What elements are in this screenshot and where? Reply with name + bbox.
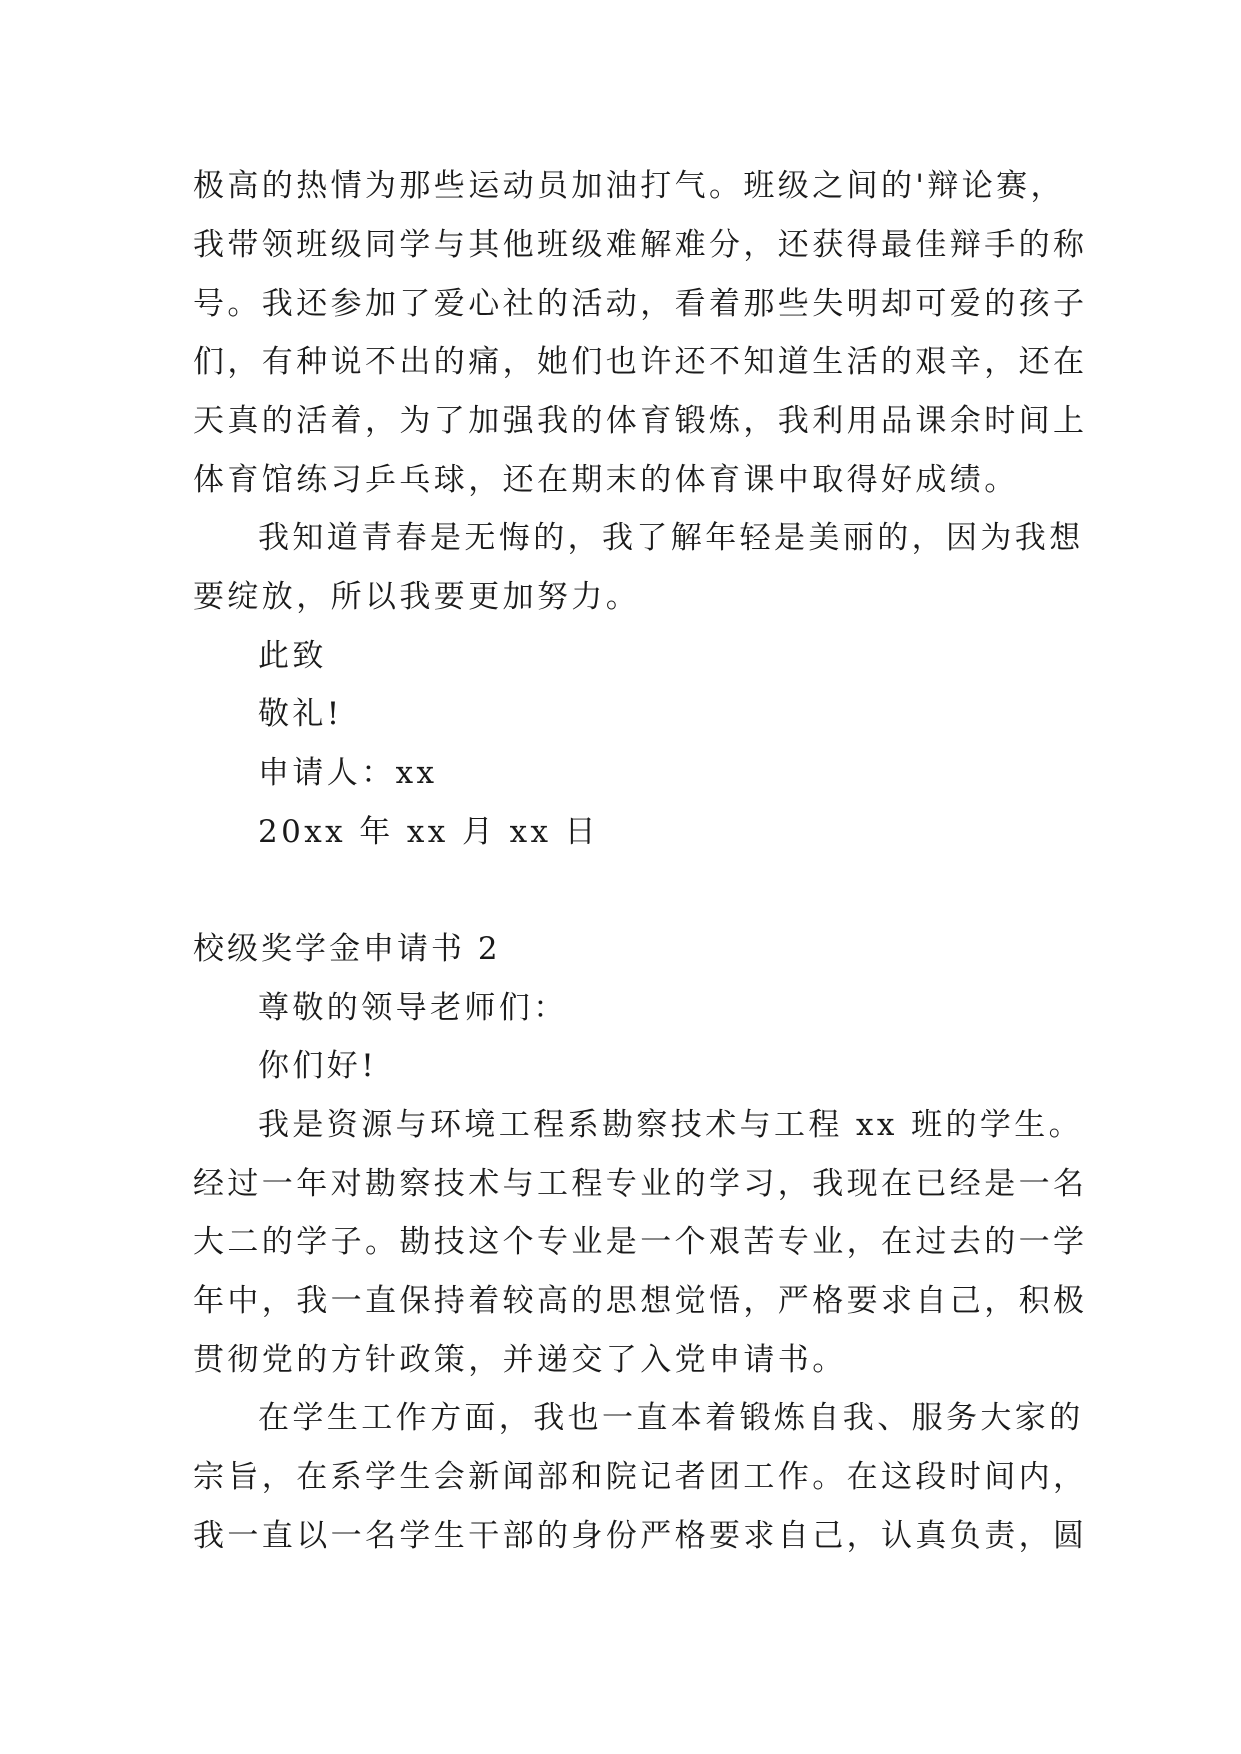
paragraph-line: 在学生工作方面，我也一直本着锻炼自我、服务大家的: [258, 1400, 1084, 1436]
paragraph-line: 们，有种说不出的痛，她们也许还不知道生活的艰辛，还在: [193, 344, 1088, 380]
paragraph-line: 宗旨，在系学生会新闻部和院记者团工作。在这段时间内，: [193, 1459, 1088, 1495]
paragraph-line: 我一直以一名学生干部的身份严格要求自己，认真负责，圆: [193, 1518, 1088, 1554]
hello-text: 你们好!: [258, 1048, 378, 1084]
paragraph-line: 号。我还参加了爱心社的活动，看着那些失明却可爱的孩子: [193, 286, 1088, 322]
paragraph-line: 极高的热情为那些运动员加油打气。班级之间的'辩论赛，: [193, 168, 1065, 204]
greeting-text: 尊敬的领导老师们：: [258, 990, 568, 1026]
letter-date: 20xx 年 xx 月 xx 日: [258, 814, 600, 850]
section-title: 校级奖学金申请书 2: [193, 931, 501, 967]
paragraph-line: 我知道青春是无悔的，我了解年轻是美丽的，因为我想: [258, 520, 1084, 556]
paragraph-line: 我带领班级同学与其他班级难解难分，还获得最佳辩手的称: [193, 227, 1088, 263]
paragraph-line: 贯彻党的方针政策，并递交了入党申请书。: [193, 1342, 847, 1378]
paragraph-line: 经过一年对勘察技术与工程专业的学习，我现在已经是一名: [193, 1166, 1088, 1202]
paragraph-line: 年中，我一直保持着较高的思想觉悟，严格要求自己，积极: [193, 1283, 1088, 1319]
paragraph-line: 大二的学子。勘技这个专业是一个艰苦专业，在过去的一学: [193, 1224, 1088, 1260]
paragraph-line: 要绽放，所以我要更加努力。: [193, 579, 641, 615]
paragraph-line: 天真的活着，为了加强我的体育锻炼，我利用品课余时间上: [193, 403, 1088, 439]
salute-text: 敬礼!: [258, 696, 343, 732]
paragraph-line: 我是资源与环境工程系勘察技术与工程 xx 班的学生。: [258, 1107, 1084, 1143]
paragraph-line: 体育馆练习乒乓球，还在期末的体育课中取得好成绩。: [193, 462, 1019, 498]
applicant-signature: 申请人：xx: [258, 755, 438, 791]
closing-text: 此致: [258, 638, 327, 674]
